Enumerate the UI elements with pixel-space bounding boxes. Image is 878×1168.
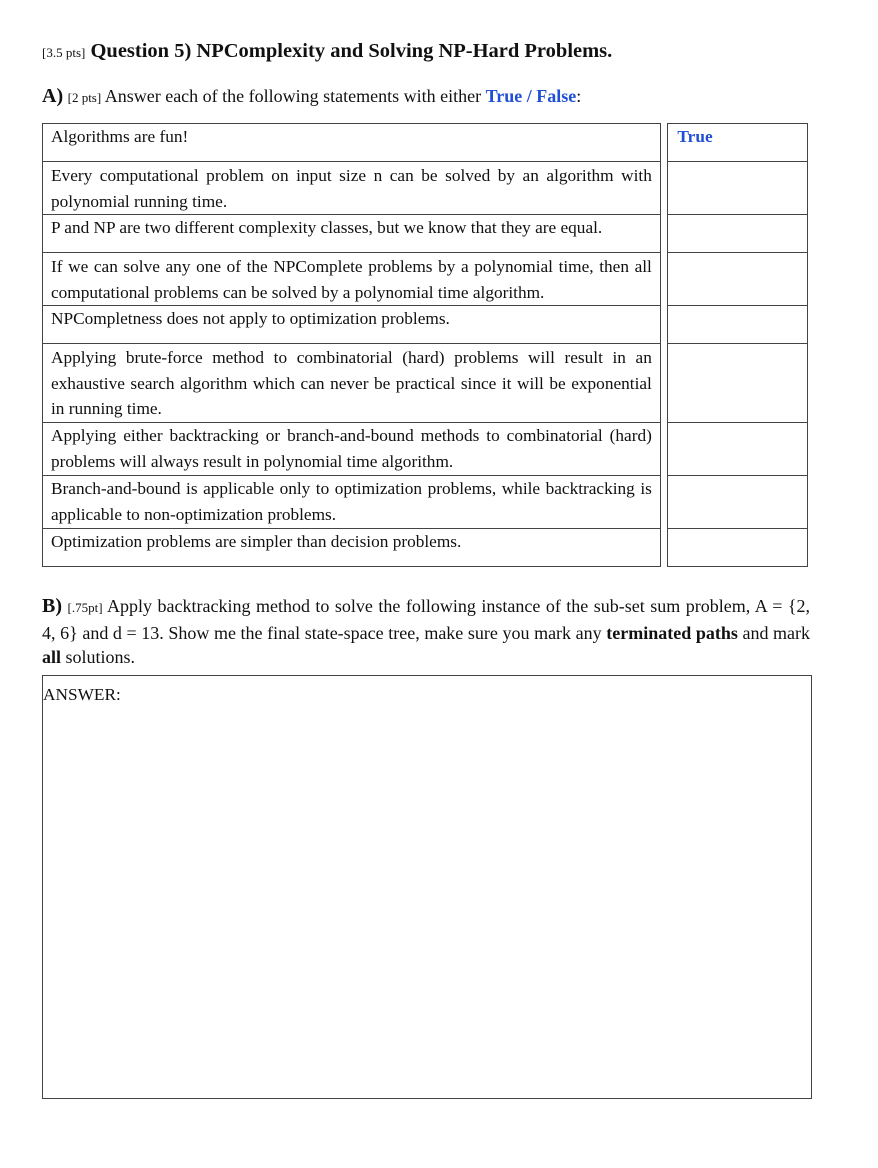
part-b-emphasis-all: all	[42, 647, 62, 667]
part-b-text-cont: and mark	[742, 622, 811, 643]
statement-text: P and NP are two different complexity classes, but we know that they are equal.	[43, 215, 661, 253]
answer-value: True	[677, 127, 713, 146]
answer-label: ANSWER:	[43, 685, 121, 704]
statement-text: Branch-and-bound is applicable only to optimization problems, while backtracking is applicable to non-optimization problems.	[43, 476, 661, 529]
answer-cell[interactable]	[668, 529, 808, 567]
answer-box[interactable]	[42, 675, 812, 1099]
statement-text: Optimization problems are simpler than decision problems.	[43, 529, 661, 567]
answer-cell[interactable]	[668, 476, 808, 529]
statement-text: Applying either backtracking or branch-and-bound methods to combinatorial (hard) problems will always result in polynomial time algorithm.	[43, 423, 661, 476]
part-a-choices: True / False	[485, 86, 577, 106]
statement-text: If we can solve any one of the NPComplete problems by a polynomial time, then all computational problems can be solved by a polynomial time algorithm.	[43, 253, 661, 306]
answer-cell[interactable]	[668, 162, 808, 215]
true-false-table	[42, 123, 808, 567]
answer-cell[interactable]	[668, 306, 808, 344]
statement-text: NPCompletness does not apply to optimization problems.	[43, 306, 661, 344]
part-a-points: [2 pts]	[67, 90, 102, 105]
part-a-letter: A)	[42, 85, 64, 107]
statement-text: Algorithms are fun!	[43, 124, 661, 162]
table-row	[43, 476, 808, 529]
part-b-text-end: solutions.	[65, 647, 136, 667]
table-row	[43, 215, 808, 253]
table-row	[43, 306, 808, 344]
answer-cell[interactable]	[668, 253, 808, 306]
statement-text: Every computational problem on input size n can be solved by an algorithm with polynomial running time.	[43, 162, 661, 215]
table-row	[43, 162, 808, 215]
question-points: [3.5 pts]	[42, 45, 86, 60]
table-row	[43, 423, 808, 476]
part-b-prompt	[42, 594, 810, 670]
part-b-text: Apply backtracking method to solve the following instance of the sub-set sum problem, A = {2, 4, 6} and d = 13. Show me the final state-space tree, make sure you mark any	[42, 596, 810, 643]
part-a-instruction: Answer each of the following statements with either	[104, 86, 482, 106]
answer-cell[interactable]	[668, 215, 808, 253]
question-heading: Question 5) NPComplexity and Solving NP-Hard Problems.	[90, 40, 613, 62]
part-a-header	[42, 85, 581, 108]
table-row	[43, 344, 808, 423]
answer-cell[interactable]	[668, 344, 808, 423]
statement-text: Applying brute-force method to combinatorial (hard) problems will result in an exhaustive search algorithm which can never be practical since it will be exponential in running time.	[43, 344, 661, 423]
table-row	[43, 529, 808, 567]
answer-cell[interactable]	[668, 423, 808, 476]
part-b-letter: B)	[42, 595, 62, 617]
part-a-colon: :	[576, 86, 582, 106]
part-b-emphasis-terminated: terminated paths	[606, 622, 738, 643]
answer-cell[interactable]	[668, 124, 808, 162]
table-row	[43, 124, 808, 162]
question-title	[42, 40, 612, 63]
table-row	[43, 253, 808, 306]
part-b-points: [.75pt]	[67, 600, 103, 615]
